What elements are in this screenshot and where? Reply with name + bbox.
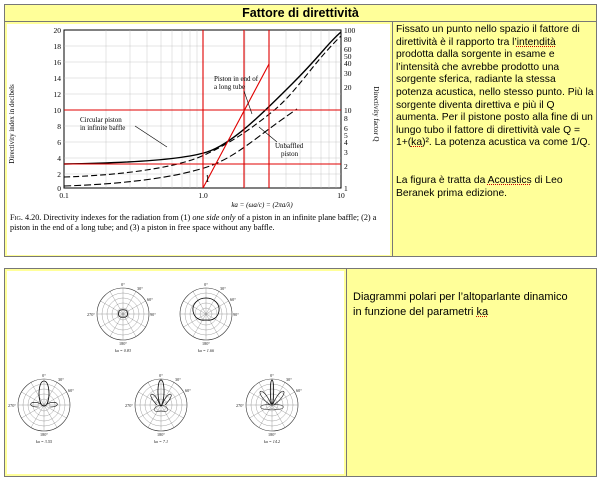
left-tick: 4 bbox=[57, 154, 61, 163]
polar-diagrams bbox=[7, 271, 344, 474]
polar-label-30: 30° bbox=[137, 286, 143, 291]
ka-label: ka = 1.66 bbox=[197, 348, 215, 353]
polar-label-60: 60° bbox=[230, 297, 236, 302]
left-tick: 18 bbox=[53, 42, 61, 51]
right-tick: 50 bbox=[344, 52, 352, 61]
left-tick: 12 bbox=[53, 90, 61, 99]
polar-description: Diagrammi polari per l’altoparlante dinamico in funzione del parametri ka bbox=[353, 291, 568, 318]
polar-label-60: 60° bbox=[68, 388, 74, 393]
polar-label-0: 0° bbox=[121, 282, 125, 287]
polar-diagram-2 bbox=[180, 282, 239, 353]
right-tick: 40 bbox=[344, 59, 352, 68]
red-lines bbox=[64, 30, 341, 188]
right-tick: 30 bbox=[344, 69, 352, 78]
right-tick: 8 bbox=[344, 114, 348, 123]
polar-figure bbox=[7, 271, 344, 474]
right-tick: 20 bbox=[344, 83, 352, 92]
left-tick: 6 bbox=[57, 138, 61, 147]
polar-label-0: 0° bbox=[159, 373, 163, 378]
column-divider bbox=[346, 269, 347, 476]
right-tick: 5 bbox=[344, 131, 348, 140]
unbaffled-annotation-2: piston bbox=[281, 150, 299, 158]
x-tick: 1.0 bbox=[198, 191, 208, 200]
tube-annotation-1: Piston in end of bbox=[214, 75, 259, 83]
polar-label-30: 30° bbox=[58, 377, 64, 382]
polar-label-60: 60° bbox=[185, 388, 191, 393]
directivity-panel bbox=[4, 4, 597, 257]
polar-label-30: 30° bbox=[220, 286, 226, 291]
ka-label: ka = 3.55 bbox=[35, 439, 53, 444]
polar-diagram-1 bbox=[87, 282, 156, 353]
left-axis-label: Directivity index in decibels bbox=[8, 84, 16, 164]
right-tick: 2 bbox=[344, 162, 348, 171]
polar-panel bbox=[4, 268, 597, 477]
polar-label-30: 30° bbox=[175, 377, 181, 382]
polar-label-0: 0° bbox=[270, 373, 274, 378]
left-tick: 16 bbox=[53, 58, 61, 67]
polar-label-90: 90° bbox=[233, 312, 239, 317]
ka-label: ka = 14.2 bbox=[263, 439, 281, 444]
polar-label-0: 0° bbox=[204, 282, 208, 287]
left-tick: 10 bbox=[53, 106, 61, 115]
right-tick: 80 bbox=[344, 35, 352, 44]
right-tick: 3 bbox=[344, 148, 348, 157]
x-tick: 0.1 bbox=[59, 191, 69, 200]
x-tick: 10 bbox=[337, 191, 345, 200]
x-ticks bbox=[59, 191, 345, 200]
left-tick: 2 bbox=[57, 170, 61, 179]
directivity-chart bbox=[7, 24, 390, 224]
left-tick: 20 bbox=[53, 26, 61, 35]
polar-label-180: 180° bbox=[202, 341, 210, 346]
polar-label-180: 180° bbox=[268, 432, 276, 437]
column-divider bbox=[392, 22, 393, 257]
polar-label-30: 30° bbox=[286, 377, 292, 382]
left-tick: 8 bbox=[57, 122, 61, 131]
right-tick: 6 bbox=[344, 124, 348, 133]
polar-label-270: 270° bbox=[8, 403, 16, 408]
tube-annotation-2: a long tube bbox=[214, 83, 246, 91]
right-axis-label: Directivity factor Q bbox=[372, 86, 380, 142]
right-tick: 4 bbox=[344, 138, 348, 147]
right-tick: 100 bbox=[344, 26, 356, 35]
polar-label-270: 270° bbox=[125, 403, 133, 408]
polar-label-180: 180° bbox=[119, 341, 127, 346]
figure-caption: Fig. 4.20. Directivity indexes for the radiation from (1) one side only of a piston in an infinite plane baffle; (2) a piston in the end of a long tube; and (3) a piston in free space without any baffle. bbox=[10, 213, 377, 232]
polar-label-270: 270° bbox=[87, 312, 95, 317]
polar-diagram-4 bbox=[125, 373, 191, 444]
directivity-description: Fissato un punto nello spazio il fattore di direttività è il rapporto tra l’intendità prodotta dalla sorgente in esame e l’intensità che avrebbe prodotto una sorgente sferica, radiante la stessa potenza acustica, nello stesso punto. Più la sorgente diventa direttiva e più il Q aumenta. Per il pistone posto alla fine di un lungo tubo il fattore di direttività vale Q = 1+(ka)². La potenza acustica va come 1/Q. La figura è tratta da Acoustics di Leo Beranek prima edizione. bbox=[396, 24, 594, 199]
left-tick: 0 bbox=[57, 184, 61, 193]
right-tick: 1 bbox=[344, 184, 348, 193]
x-axis-label: ka = (ωa/c) = (2πa/λ) bbox=[231, 201, 293, 209]
directivity-figure bbox=[7, 24, 390, 255]
panel-title: Fattore di direttività bbox=[5, 5, 596, 22]
polar-diagram-3 bbox=[8, 373, 74, 444]
polar-label-180: 180° bbox=[157, 432, 165, 437]
polar-label-270: 270° bbox=[236, 403, 244, 408]
ka-label: ka = 0.83 bbox=[114, 348, 132, 353]
right-ticks bbox=[344, 26, 356, 193]
left-tick: 14 bbox=[53, 74, 61, 83]
ka-label: ka = 7.1 bbox=[153, 439, 169, 444]
baffle-annotation-2: in infinite baffle bbox=[80, 124, 126, 132]
baffle-annotation-1: Circular piston bbox=[80, 116, 122, 124]
polar-label-60: 60° bbox=[296, 388, 302, 393]
right-tick: 10 bbox=[344, 106, 352, 115]
polar-diagram-5 bbox=[236, 373, 302, 444]
polar-label-180: 180° bbox=[40, 432, 48, 437]
left-ticks bbox=[54, 26, 62, 193]
right-tick: 60 bbox=[344, 45, 352, 54]
polar-label-90: 90° bbox=[150, 312, 156, 317]
marker-1: 1 bbox=[205, 174, 210, 185]
unbaffled-annotation-1: Unbaffled bbox=[275, 142, 304, 150]
polar-label-60: 60° bbox=[147, 297, 153, 302]
polar-label-0: 0° bbox=[42, 373, 46, 378]
